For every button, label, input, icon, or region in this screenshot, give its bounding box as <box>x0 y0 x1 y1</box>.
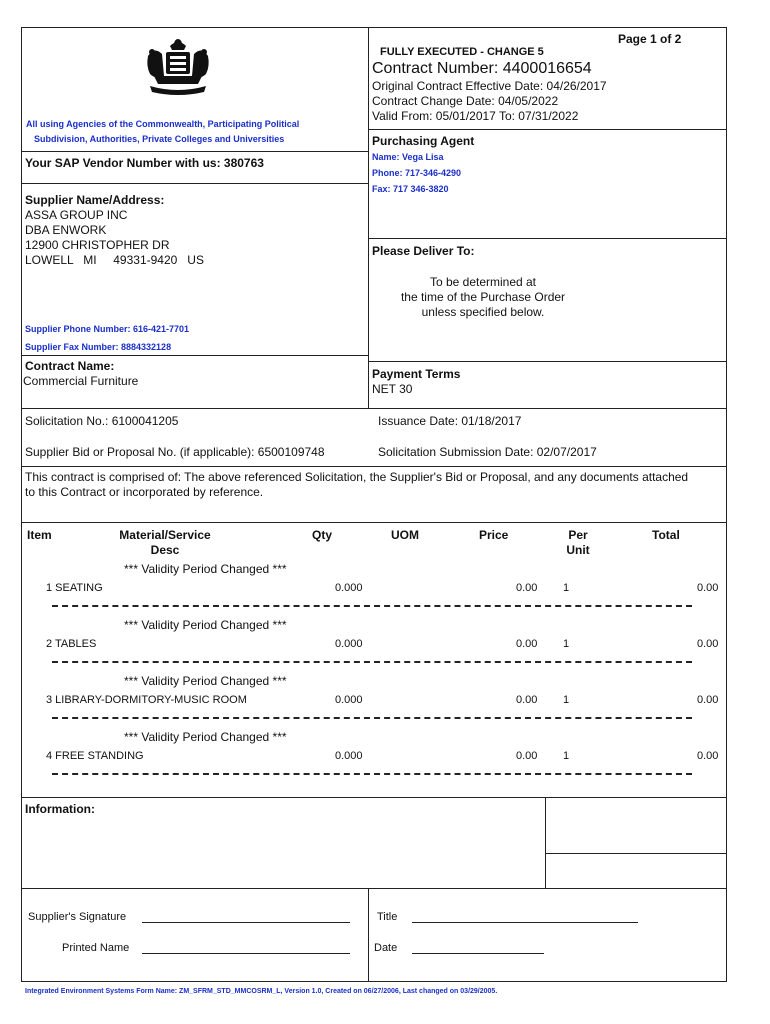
supplier-signature-label: Supplier's Signature <box>28 911 127 923</box>
agencies-text <box>26 117 366 147</box>
payment-terms-heading: Payment Terms <box>372 367 461 381</box>
date-line[interactable] <box>412 953 544 954</box>
supplier-heading: Supplier Name/Address: <box>25 193 165 207</box>
rule <box>21 183 368 184</box>
row-separator <box>52 773 692 775</box>
row-total: 0.00 <box>697 694 719 706</box>
rule <box>368 361 727 362</box>
signature-divider <box>368 888 369 982</box>
contract-number-value: 4400016654 <box>502 60 592 77</box>
row-separator <box>52 717 692 719</box>
agent-phone: Phone: 717-346-4290 <box>372 168 462 178</box>
col-item: Item <box>27 528 52 542</box>
row-price: 0.00 <box>516 638 538 650</box>
col-per-line: Per <box>568 528 588 542</box>
row-qty: 0.000 <box>335 582 363 594</box>
rule <box>21 151 368 152</box>
deliver-line: the time of the Purchase Order <box>400 290 566 304</box>
rule <box>21 522 727 523</box>
row-qty: 0.000 <box>335 750 363 762</box>
deliver-heading: Please Deliver To: <box>372 244 475 258</box>
comprised-line: This contract is comprised of: The above referenced Solicitation, the Supplier's Bid or Proposal, and any documents attached <box>25 470 689 484</box>
rule <box>21 355 368 356</box>
submission-date: Solicitation Submission Date: 02/07/2017 <box>378 445 597 459</box>
supplier-signature-line[interactable] <box>142 922 350 923</box>
rule <box>21 408 727 409</box>
printed-name-label: Printed Name <box>62 942 130 954</box>
col-total: Total <box>652 528 680 542</box>
deliver-line: To be determined at <box>429 275 537 289</box>
row-note: *** Validity Period Changed *** <box>124 562 287 576</box>
col-price: Price <box>479 528 509 542</box>
row-note: *** Validity Period Changed *** <box>124 674 287 688</box>
header-divider <box>368 27 369 408</box>
agent-name: Name: Vega Lisa <box>372 152 444 162</box>
col-uom: UOM <box>391 528 419 542</box>
row-desc: 4 FREE STANDING <box>46 750 144 762</box>
row-per: 1 <box>563 638 570 650</box>
row-desc: 2 TABLES <box>46 638 97 650</box>
row-separator <box>52 605 692 607</box>
title-line[interactable] <box>412 922 638 923</box>
form-footer: Integrated Environment Systems Form Name: ZM_SFRM_STD_MMCOSRM_L, Version 1.0, Created on 06/27/2006, Last changed on 03/29/2005. <box>25 988 498 995</box>
row-price: 0.00 <box>516 694 538 706</box>
comprised-line: to this Contract or incorporated by reference. <box>25 485 264 499</box>
contract-name-heading: Contract Name: <box>25 359 115 373</box>
row-desc: 3 LIBRARY-DORMITORY-MUSIC ROOM <box>46 694 247 706</box>
issuance-date: Issuance Date: 01/18/2017 <box>378 414 522 428</box>
status-label: FULLY EXECUTED - CHANGE 5 <box>380 46 544 58</box>
supplier-line: DBA ENWORK <box>25 223 107 237</box>
rule <box>368 238 727 239</box>
rule <box>545 853 727 854</box>
contract-name-value: Commercial Furniture <box>23 374 139 388</box>
row-price: 0.00 <box>516 750 538 762</box>
solicitation-number: Solicitation No.: 6100041205 <box>25 414 179 428</box>
supplier-address <box>25 193 204 268</box>
row-qty: 0.000 <box>335 694 363 706</box>
agencies-line: All using Agencies of the Commonwealth, Participating Political <box>26 119 300 129</box>
deliver-text <box>368 275 598 320</box>
supplier-line: LOWELL MI 49331-9420 US <box>25 253 204 267</box>
contract-number <box>372 60 592 78</box>
supplier-line: ASSA GROUP INC <box>25 208 128 222</box>
rule <box>21 888 727 889</box>
printed-name-line[interactable] <box>142 953 350 954</box>
col-desc-line: Material/Service <box>119 528 211 542</box>
rule <box>21 797 727 798</box>
row-note: *** Validity Period Changed *** <box>124 730 287 744</box>
payment-terms-value: NET 30 <box>372 382 413 396</box>
agencies-line: Subdivision, Authorities, Private Colleges and Universities <box>34 134 285 144</box>
information-heading: Information: <box>25 802 95 816</box>
agent-fax: Fax: 717 346-3820 <box>372 184 449 194</box>
original-effective-date: Original Contract Effective Date: 04/26/2017 <box>372 79 607 93</box>
comprised-text <box>25 470 725 500</box>
col-per-unit <box>556 528 600 558</box>
row-per: 1 <box>563 750 570 762</box>
row-total: 0.00 <box>697 638 719 650</box>
title-label: Title <box>377 911 398 923</box>
row-price: 0.00 <box>516 582 538 594</box>
date-label: Date <box>374 942 398 954</box>
valid-period: Valid From: 05/01/2017 To: 07/31/2022 <box>372 109 579 123</box>
vendor-number: Your SAP Vendor Number with us: 380763 <box>25 156 264 170</box>
supplier-phone: Supplier Phone Number: 616-421-7701 <box>25 324 190 334</box>
supplier-line: 12900 CHRISTOPHER DR <box>25 238 170 252</box>
supplier-fax: Supplier Fax Number: 8884332128 <box>25 342 172 352</box>
contract-number-label: Contract Number: <box>372 60 499 77</box>
rule <box>368 129 727 130</box>
row-qty: 0.000 <box>335 638 363 650</box>
col-desc-line: Desc <box>150 543 180 557</box>
row-total: 0.00 <box>697 750 719 762</box>
contract-change-date: Contract Change Date: 04/05/2022 <box>372 94 559 108</box>
row-desc: 1 SEATING <box>46 582 103 594</box>
row-note: *** Validity Period Changed *** <box>124 618 287 632</box>
row-per: 1 <box>563 582 570 594</box>
deliver-line: unless specified below. <box>421 305 545 319</box>
commonwealth-seal-logo <box>140 36 216 98</box>
page-number: Page 1 of 2 <box>618 32 682 46</box>
col-qty: Qty <box>312 528 333 542</box>
row-total: 0.00 <box>697 582 719 594</box>
col-per-line: Unit <box>566 543 590 557</box>
info-divider <box>545 797 546 888</box>
col-desc <box>110 528 220 558</box>
bid-number: Supplier Bid or Proposal No. (if applicable): 6500109748 <box>25 445 325 459</box>
row-per: 1 <box>563 694 570 706</box>
row-separator <box>52 661 692 663</box>
purchasing-agent-heading: Purchasing Agent <box>372 134 475 148</box>
rule <box>21 466 727 467</box>
